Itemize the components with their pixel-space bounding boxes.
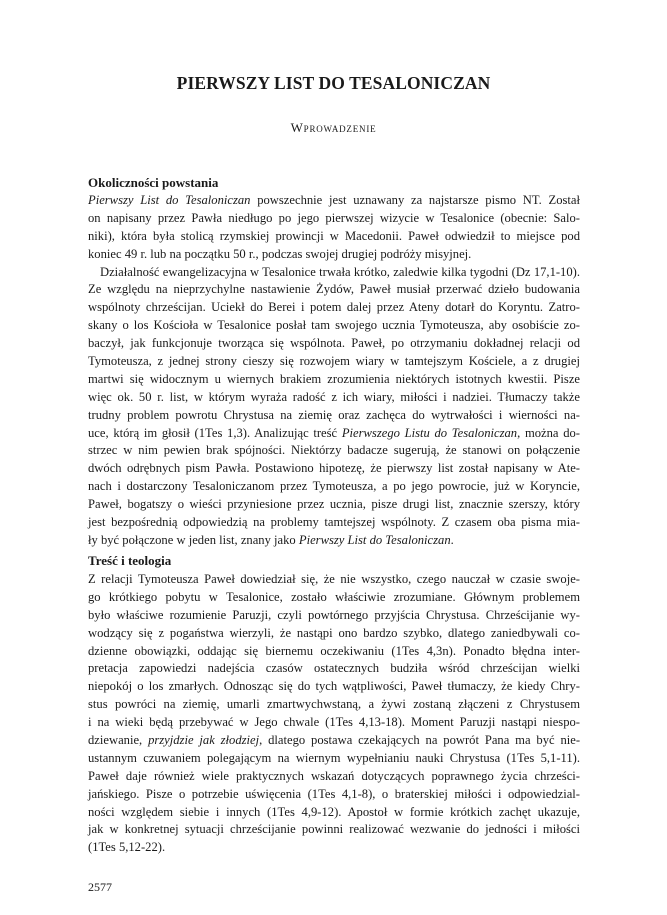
italic-title: Pierwszego Listu do Tesaloniczan — [341, 425, 518, 440]
text-line: więc ok. 50 r. list, w którym wyraża radość z ich wiary, miłości i nadziei. Tłumaczy także — [88, 389, 580, 404]
text-line: ności względem siebie i innych (1Tes 4,9-12). Apostoł w formie krótkich zachęt ukazuje, — [88, 804, 580, 819]
text-line: nach i dostarczony Tesaloniczanom przez Tymoteusza, a po jego powrocie, już w Koryncie, — [88, 479, 580, 494]
text-line: Paweł daje również wiele praktycznych wskazań dotyczących poprawnego życia chrześci- — [88, 768, 580, 783]
section-body-tresc — [88, 571, 580, 857]
text-line: Paweł, bogatszy o wieści przyniesione przez ucznia, pisze drugi list, znacznie szerszy, który — [88, 497, 580, 512]
text-line: niki), która była stolicą rzymskiej prowincji w Macedonii. Paweł odwiedził to miejsce pod — [88, 228, 580, 243]
italic-title: Pierwszy List do Tesaloniczan — [88, 193, 251, 207]
text-line: skany o los Kościoła w Tesalonice posłał tam swojego ucznia Tymoteusza, aby osobiście zo- — [88, 318, 580, 333]
text-line: (1Tes 5,12-22). — [88, 840, 166, 855]
text-line: jańskiego. Pisze o potrzebie uświęcenia (1Tes 4,1-8), o braterskiej miłości i odpowiedzial- — [88, 786, 580, 801]
text-line: wodzący się z pogaństwa wierzyli, że nastąpi ono bardzo szybko, dlatego zaniedbywali co- — [88, 625, 580, 640]
text-line: trudny problem powrotu Chrystusa na ziemię oraz zachęca do wytrwałości i wierności na- — [88, 407, 580, 422]
text-line: ły być połączone w jeden list, znany jako Pierwszy List do Tesaloniczan. — [88, 532, 454, 547]
text-line: baczył, jak funkcjonuje tworząca się wspólnota. Paweł, po otrzymaniu dokładnej relacji od — [88, 336, 580, 351]
page-title: PIERWSZY LIST DO TESALONICZAN — [176, 73, 491, 93]
text-line: i na wieki będą przebywać w Jego chwale (1Tes 4,13-18). Moment Paruzji nastąpi niespo- — [88, 715, 580, 730]
text-line: jest bezpośrednią odpowiedzią na problemy tamtejszej wspólnoty. Z czasem oba pisma mia- — [88, 515, 580, 530]
page-number: 2577 — [88, 880, 112, 894]
text-line: Pierwszy List do Tesaloniczan powszechnie jest uznawany za najstarsze pismo NT. Został — [88, 193, 580, 207]
text-line: Z relacji Tymoteusza Paweł dowiedział się, że nie wszystko, czego nauczał w czasie swoje- — [88, 572, 580, 586]
section-body-okolicznosci — [88, 192, 580, 550]
text-line: go krótkiego pobytu w Tesalonice, zostało właściwie zrozumiane. Głównym problemem — [88, 589, 580, 604]
section-heading-tresc: Treść i teologia — [88, 553, 172, 568]
italic-title: przyjdzie jak złodziej — [148, 733, 260, 748]
text-line: koniec 49 r. lub na początku 50 r., podczas swojej drugiej podróży misyjnej. — [88, 246, 472, 261]
text-line: ustannym czuwaniem polegającym na wiernym wypełnianiu nauki Chrystusa (1Tes 5,1-11). — [88, 750, 580, 765]
text-line: on napisany przez Pawła niedługo po jego pierwszej wizycie w Tesalonice (obecnie: Salo- — [88, 210, 580, 225]
text-line: Działalność ewangelizacyjna w Tesalonice trwała krótko, zaledwie kilka tygodni (Dz 17,1-10). — [100, 264, 580, 279]
text-line: dwóch odrębnych pism Pawła. Postawiono hipotezę, że pierwszy list został napisany w Ate- — [88, 461, 580, 476]
text-line: strzec w nim pewien brak spójności. Niektórzy badacze sugerują, że stanowi on połączenie — [88, 443, 580, 458]
text-line: Ze względu na nieprzychylne nastawienie Żydów, Paweł musiał przerwać dzieło budowania — [88, 282, 580, 297]
text-line: było właściwe rozumienie Paruzji, czyli powtórnego przyjścia Chrystusa. Chrześcijanie wy- — [88, 607, 580, 622]
section-heading-okolicznosci: Okoliczności powstania — [88, 175, 219, 190]
text-line: niepokój o los zmarłych. Odnosząc się do tych wątpliwości, Paweł tłumaczy, że kiedy Chry- — [88, 679, 580, 694]
text-line: dziewanie, przyjdzie jak złodziej, dlatego postawa czekających na powrót Pana ma być nie- — [88, 733, 581, 748]
text-line: martwi się widocznym u wiernych brakiem zrozumienia niektórych istotnych kwestii. Pisze — [88, 371, 580, 386]
italic-title: Pierwszy List do Tesaloniczan — [298, 532, 451, 547]
text-line: Tymoteusza, z jednej strony cieszy się rozwojem wiary w tamtejszym Kościele, a z drugiej — [88, 354, 580, 369]
text-line: dzienne obowiązki, oddając się biernemu oczekiwaniu (1Tes 4,3n). Ponadto błędna inter- — [88, 643, 580, 658]
text-line: pretacja zapowiedzi nadejścia czasów ostatecznych budziła wśród chrześcijan wielki — [88, 661, 580, 676]
text-line: uce, którą im głosił (1Tes 1,3). Analizując treść Pierwszego Listu do Tesaloniczan, można do- — [88, 425, 581, 440]
text-line: wspólnoty chrześcijan. Uciekł do Berei i potem dalej przez Ateny dotarł do Koryntu. Zatro- — [88, 300, 580, 315]
text-line: jak w konkretnej sytuacji chrześcijanie powinni realizować wezwanie do jedności i miłości — [88, 822, 580, 837]
text-line: stus powróci na ziemię, umarli zmartwychwstaną, a żywi zostaną złączeni z Chrystusem — [88, 697, 580, 712]
page-subtitle: Wprowadzenie — [290, 120, 377, 135]
